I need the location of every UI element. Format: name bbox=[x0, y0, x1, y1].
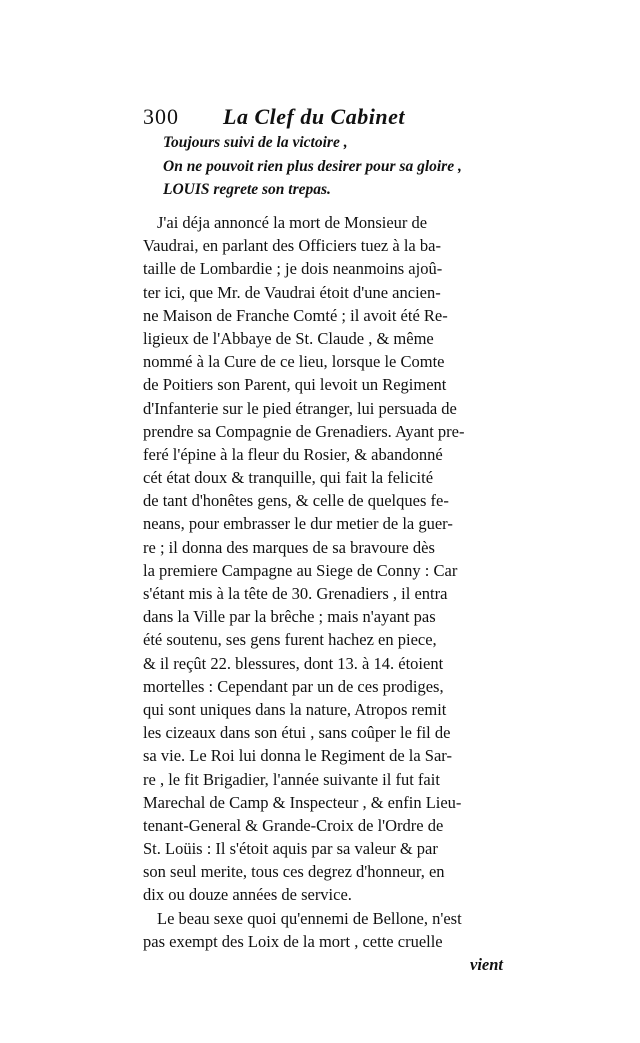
text-line: ne Maison de Franche Comté ; il avoit été Re- bbox=[143, 305, 448, 325]
verse-line: LOUIS regrete son trepas. bbox=[163, 181, 331, 198]
text-line: la premiere Campagne au Siege de Conny : Car bbox=[143, 560, 458, 580]
text-line: d'Infanterie sur le pied étranger, lui persuada de bbox=[143, 398, 457, 418]
text-line: pas exempt des Loix de la mort , cette cruelle bbox=[143, 931, 443, 951]
verse-line: On ne pouvoit rien plus desirer pour sa gloire , bbox=[163, 157, 462, 175]
page-number: 300 bbox=[143, 104, 179, 129]
text-line: ligieux de l'Abbaye de St. Claude , & même bbox=[143, 328, 434, 348]
text-line: Le beau sexe quoi qu'ennemi de Bellone, n'est bbox=[157, 908, 462, 928]
text-line: St. Loüis : Il s'étoit aquis par sa valeur & par bbox=[143, 839, 438, 859]
text-line: & il reçût 22. blessures, dont 13. à 14. étoient bbox=[143, 653, 444, 673]
text-line: qui sont uniques dans la nature, Atropos remit bbox=[143, 699, 447, 719]
text-line: s'étant mis à la tête de 30. Grenadiers , il entra bbox=[143, 584, 448, 603]
text-line: ter ici, que Mr. de Vaudrai étoit d'une ancien- bbox=[143, 282, 441, 302]
text-line: dix ou douze années de service. bbox=[143, 885, 352, 905]
text-line: son seul merite, tous ces degrez d'honneur, en bbox=[143, 862, 445, 882]
text-line: tenant-General & Grande-Croix de l'Ordre de bbox=[143, 815, 444, 835]
text-line: taille de Lombardie ; je dois neanmoins ajoû- bbox=[143, 259, 443, 279]
text-line: J'ai déja annoncé la mort de Monsieur de bbox=[157, 213, 428, 232]
page-header bbox=[143, 100, 503, 134]
text-line: de tant d'honêtes gens, & celle de quelques fe- bbox=[143, 491, 449, 511]
text-line: de Poitiers son Parent, qui levoit un Regiment bbox=[143, 375, 447, 395]
text-line: neans, pour embrasser le dur metier de la guer- bbox=[143, 514, 453, 534]
text-line: cét état doux & tranquille, qui fait la felicité bbox=[143, 468, 434, 488]
text-line: re ; il donna des marques de sa bravoure dès bbox=[143, 537, 435, 557]
text-line: feré l'épine à la fleur du Rosier, & abandonné bbox=[143, 444, 443, 464]
text-line: Vaudrai, en parlant des Officiers tuez à la ba- bbox=[143, 236, 441, 256]
verse-block bbox=[163, 131, 503, 202]
running-title: La Clef du Cabinet bbox=[223, 104, 405, 129]
text-line: été soutenu, ses gens furent hachez en piece, bbox=[143, 630, 437, 650]
text-line: les cizeaux dans son étui , sans coûper le fil de bbox=[143, 723, 451, 743]
text-line: prendre sa Compagnie de Grenadiers. Ayant pre- bbox=[143, 421, 465, 441]
text-line: dans la Ville par la brêche ; mais n'ayant pas bbox=[143, 607, 436, 627]
text-line: re , le fit Brigadier, l'année suivante il fut fait bbox=[143, 769, 440, 789]
text-line: sa vie. Le Roi lui donna le Regiment de la Sar- bbox=[143, 746, 452, 766]
verse-line: Toujours suivi de la victoire , bbox=[163, 134, 348, 151]
catchword: vient bbox=[470, 955, 503, 974]
text-line: Marechal de Camp & Inspecteur , & enfin Lieu- bbox=[143, 792, 462, 812]
text-line: nommé à la Cure de ce lieu, lorsque le Comte bbox=[143, 352, 445, 372]
text-line: mortelles : Cependant par un de ces prodiges, bbox=[143, 676, 444, 696]
body-text bbox=[143, 211, 503, 976]
